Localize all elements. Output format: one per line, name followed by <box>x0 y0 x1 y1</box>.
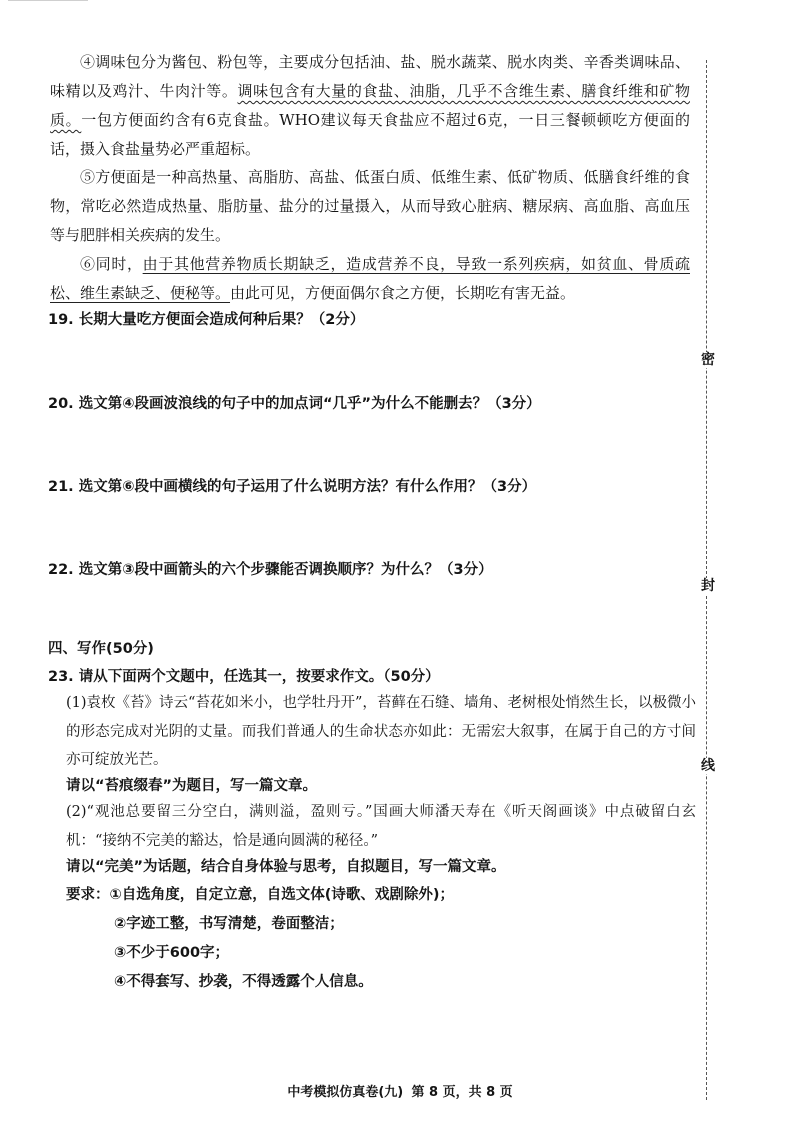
footer-page-number: 第 8 页，共 8 页 <box>411 1085 513 1100</box>
question-20: 20. 选文第④段画波浪线的句子中的加点词“几乎”为什么不能删去？（3分） <box>48 396 541 412</box>
binding-line-sidebar <box>700 60 714 1100</box>
writing-section-heading: 四、写作(50分) <box>48 641 154 657</box>
question-22: 22. 选文第③段中画箭头的六个步骤能否调换顺序？为什么？（3分） <box>48 562 493 578</box>
page-footer <box>0 1081 800 1100</box>
paragraph-6-underlined-sentence: 由于其他营养物质长期缺乏，造成营养不良，导致一系列疾病，如贫血、骨质疏松、维生素缺乏、便秘等。 <box>50 255 690 302</box>
top-border-line <box>8 0 88 1</box>
requirements-label: 要求： <box>66 887 110 903</box>
question-23: 23. 请从下面两个文题中，任选其一，按要求作文。（50分） <box>48 669 440 685</box>
topic-1-title-instruction: 请以“苔痕缀春”为题目，写一篇文章。 <box>66 778 318 794</box>
paragraph-6-lead: ⑥同时， <box>80 255 143 273</box>
seal-char-mi: 密 <box>701 352 715 368</box>
passage-paragraph-5: ⑤方便面是一种高热量、高脂肪、高盐、低蛋白质、低维生素、低矿物质、低膳食纤维的食物，常吃必然造成热量、脂肪量、盐分的过量摄入，从而导致心脏病、糖尿病、高血脂、高血压等与肥胖相关疾病的发生。 <box>50 168 690 244</box>
topic-2-prompt: (2)“观池总要留三分空白，满则溢，盈则亏。”国画大师潘天寿在《听天阁画谈》中点破留白玄机：“接纳不完美的豁达，恰是通向圆满的秘径。” <box>66 804 696 849</box>
question-19: 19. 长期大量吃方便面会造成何种后果？（2分） <box>48 312 365 328</box>
paragraph-4-wavy-sentence: 调味包含有大量的食盐、油脂，几乎不含维生素、膳食纤维和矿物质。 <box>50 82 690 129</box>
seal-char-xian: 线 <box>701 758 715 774</box>
footer-exam-title: 中考模拟仿真卷(九) <box>287 1085 404 1100</box>
requirement-1: ①自选角度，自定立意，自选文体(诗歌、戏剧除外)； <box>109 887 455 903</box>
passage-paragraph-4 <box>50 48 690 164</box>
paragraph-6-tail: 由此可见，方便面偶尔食之方便，长期吃有害无益。 <box>230 284 576 302</box>
requirement-3: ③不少于600字； <box>114 945 230 961</box>
paragraph-4-tail: 一包方便面约含有6克食盐。WHO建议每天食盐应不超过6克，一日三餐顿顿吃方便面的话，摄入食盐量势必严重超标。 <box>50 111 690 158</box>
topic-2-title-instruction: 请以“完美”为话题，结合自身体验与思考，自拟题目，写一篇文章。 <box>66 859 506 875</box>
requirement-4: ④不得套写、抄袭，不得透露个人信息。 <box>114 974 373 990</box>
seal-char-feng: 封 <box>701 578 715 594</box>
passage-paragraph-6 <box>50 250 690 308</box>
requirement-2: ②字迹工整，书写清楚，卷面整洁； <box>114 916 344 932</box>
paragraph-4-lead: ④调味包分为酱包、粉包等，主要成分包括油、盐、脱水蔬菜、脱水肉类、辛香类调味品、味精以及鸡汁、牛肉汁等。 <box>50 53 690 100</box>
topic-1-prompt: (1)袁枚《苔》诗云“苔花如米小，也学牡丹开”，苔藓在石缝、墙角、老树根处悄然生长，以极微小的形态完成对光阴的丈量。而我们普通人的生命状态亦如此：无需宏大叙事，在属于自己的方寸间亦可绽放光芒。 <box>66 695 696 768</box>
requirements-line-1 <box>66 885 454 905</box>
question-21: 21. 选文第⑥段中画横线的句子运用了什么说明方法？有什么作用？（3分） <box>48 479 537 495</box>
